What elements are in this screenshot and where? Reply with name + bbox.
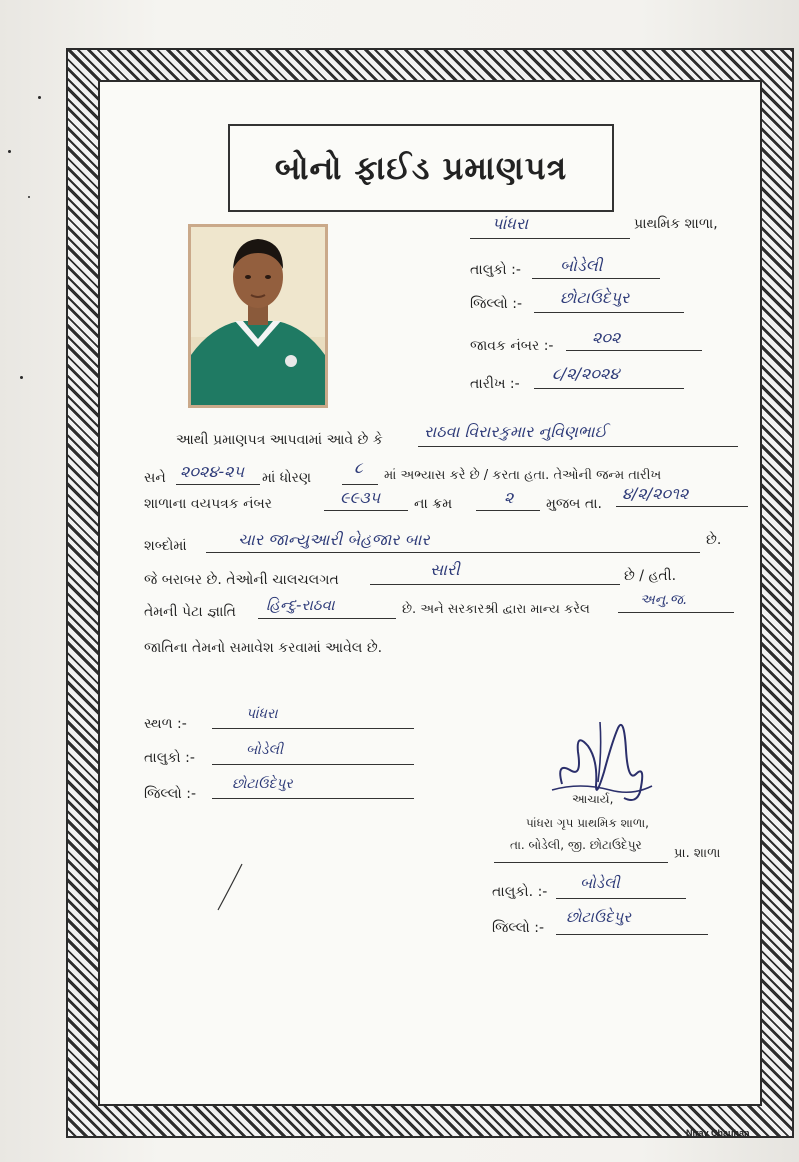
right-taluka-value: બોડેલી [580, 874, 620, 892]
conduct-value: સારી [430, 560, 460, 579]
birth-date-line [616, 506, 748, 507]
school-district-label: જિલ્લો :- [470, 296, 522, 312]
sub-caste-line [258, 618, 396, 619]
footer-taluka-value: બોડેલી [246, 742, 284, 758]
scan-speck [8, 150, 11, 153]
school-name-line [470, 238, 630, 239]
student-photo [188, 224, 328, 408]
school-taluka-label: તાલુકો :- [470, 262, 521, 278]
birth-date-words-line [206, 552, 700, 553]
photo-credit: Nirav Chauhan [686, 1128, 750, 1138]
footer-district-line [212, 798, 414, 799]
body-line4-b: છે. [706, 532, 722, 548]
body-line2-c: માં અભ્યાસ કરે છે / કરતા હતા. તેઓની જન્મ તારીખ [384, 468, 662, 483]
issue-date-label: તારીખ :- [470, 376, 520, 392]
footer-taluka-line [212, 764, 414, 765]
pen-mark [214, 862, 244, 914]
right-taluka-label: તાલુકો. :- [492, 884, 548, 900]
body-line5-a: જે બરાબર છે. તેઓની ચાલચલગત [144, 572, 339, 588]
school-district-value: છોટાઉદેપુર [560, 288, 630, 307]
school-line [494, 862, 668, 863]
category-line [618, 612, 734, 613]
body-line7: જાતિના તેમનો સમાવેશ કરવામાં આવેલ છે. [144, 640, 383, 656]
school-label: પ્રા. શાળા [674, 846, 721, 861]
scan-speck [20, 376, 23, 379]
school-name-value: પાંધરા [492, 214, 529, 233]
conduct-line [370, 584, 620, 585]
sub-caste-value: હિન્દુ-રાઠવા [266, 596, 335, 614]
birth-date-value: ૪/૨/૨૦૧૨ [622, 484, 689, 503]
body-line6-a: તેમની પેટા જ્ઞાતિ [144, 604, 236, 620]
issue-date-value: ૮/૨/૨૦૨૪ [552, 364, 620, 383]
place-line [212, 728, 414, 729]
right-district-line [556, 934, 708, 935]
outward-number-value: ૨૦૨ [592, 328, 621, 347]
body-line1-prefix: આથી પ્રમાણપત્ર આપવામાં આવે છે કે [176, 432, 383, 448]
birth-date-words-value: ચાર જાન્યુઆરી બેહજાર બાર [238, 530, 430, 549]
serial-number-value: ૨ [504, 488, 514, 507]
footer-district-value: છોટાઉદેપુર [232, 776, 293, 792]
place-value: પાંધરા [246, 706, 278, 722]
right-taluka-line [556, 898, 686, 899]
body-line3-a: શાળાના વયપત્રક નંબર [144, 496, 273, 512]
body-line2-a: સને [144, 470, 166, 486]
body-line3-b: ના ક્રમ [414, 496, 453, 512]
student-photo-image [191, 227, 325, 405]
category-value: અનુ.જ. [640, 592, 688, 608]
serial-number-line [476, 510, 540, 511]
register-number-line [324, 510, 408, 511]
scan-speck [38, 96, 41, 99]
body-line5-b: છે / હતી. [624, 568, 677, 584]
student-name-line [418, 446, 738, 447]
footer-district-label: જિલ્લો :- [144, 786, 196, 802]
school-name-suffix: પ્રાથમિક શાળા, [634, 216, 718, 232]
document-title: બોનો ફાઈડ પ્રમાણપત્ર [274, 148, 568, 187]
scan-speck [28, 196, 30, 198]
body-line6-b: છે. અને સરકારશ્રી દ્વારા માન્ય કરેલ [402, 602, 590, 617]
footer-taluka-label: તાલુકો :- [144, 750, 195, 766]
outward-number-line [566, 350, 702, 351]
academic-year-value: ૨૦૨૪-૨૫ [180, 462, 245, 481]
right-district-value: છોટાઉદેપુર [566, 908, 631, 926]
body-line4-a: શબ્દોમાં [144, 538, 187, 554]
title-box [228, 124, 614, 212]
stamp-line3: તા. બોડેલી, જી. છોટાઉદેપુર [510, 838, 642, 852]
issue-date-line [534, 388, 684, 389]
standard-value: ૮ [354, 458, 363, 477]
academic-year-line [176, 484, 260, 485]
school-district-line [534, 312, 684, 313]
standard-line [342, 484, 378, 485]
student-name-value: રાઠવા વિરારકુમાર નુવિણભાઈ [424, 422, 607, 441]
register-number-value: ૯૯૩૫ [340, 488, 381, 507]
school-taluka-line [532, 278, 660, 279]
body-line3-c: મુજબ તા. [546, 496, 602, 512]
body-line2-b: માં ધોરણ [262, 470, 312, 486]
right-district-label: જિલ્લો :- [492, 920, 544, 936]
stamp-line2: પાંધરા ગૃપ પ્રાથમિક શાળા, [526, 816, 649, 830]
stamp-line1: આચાર્ય, [572, 792, 614, 806]
school-taluka-value: બોડેલી [560, 256, 603, 275]
outward-number-label: જાવક નંબર :- [470, 338, 554, 354]
place-label: સ્થળ :- [144, 716, 187, 732]
